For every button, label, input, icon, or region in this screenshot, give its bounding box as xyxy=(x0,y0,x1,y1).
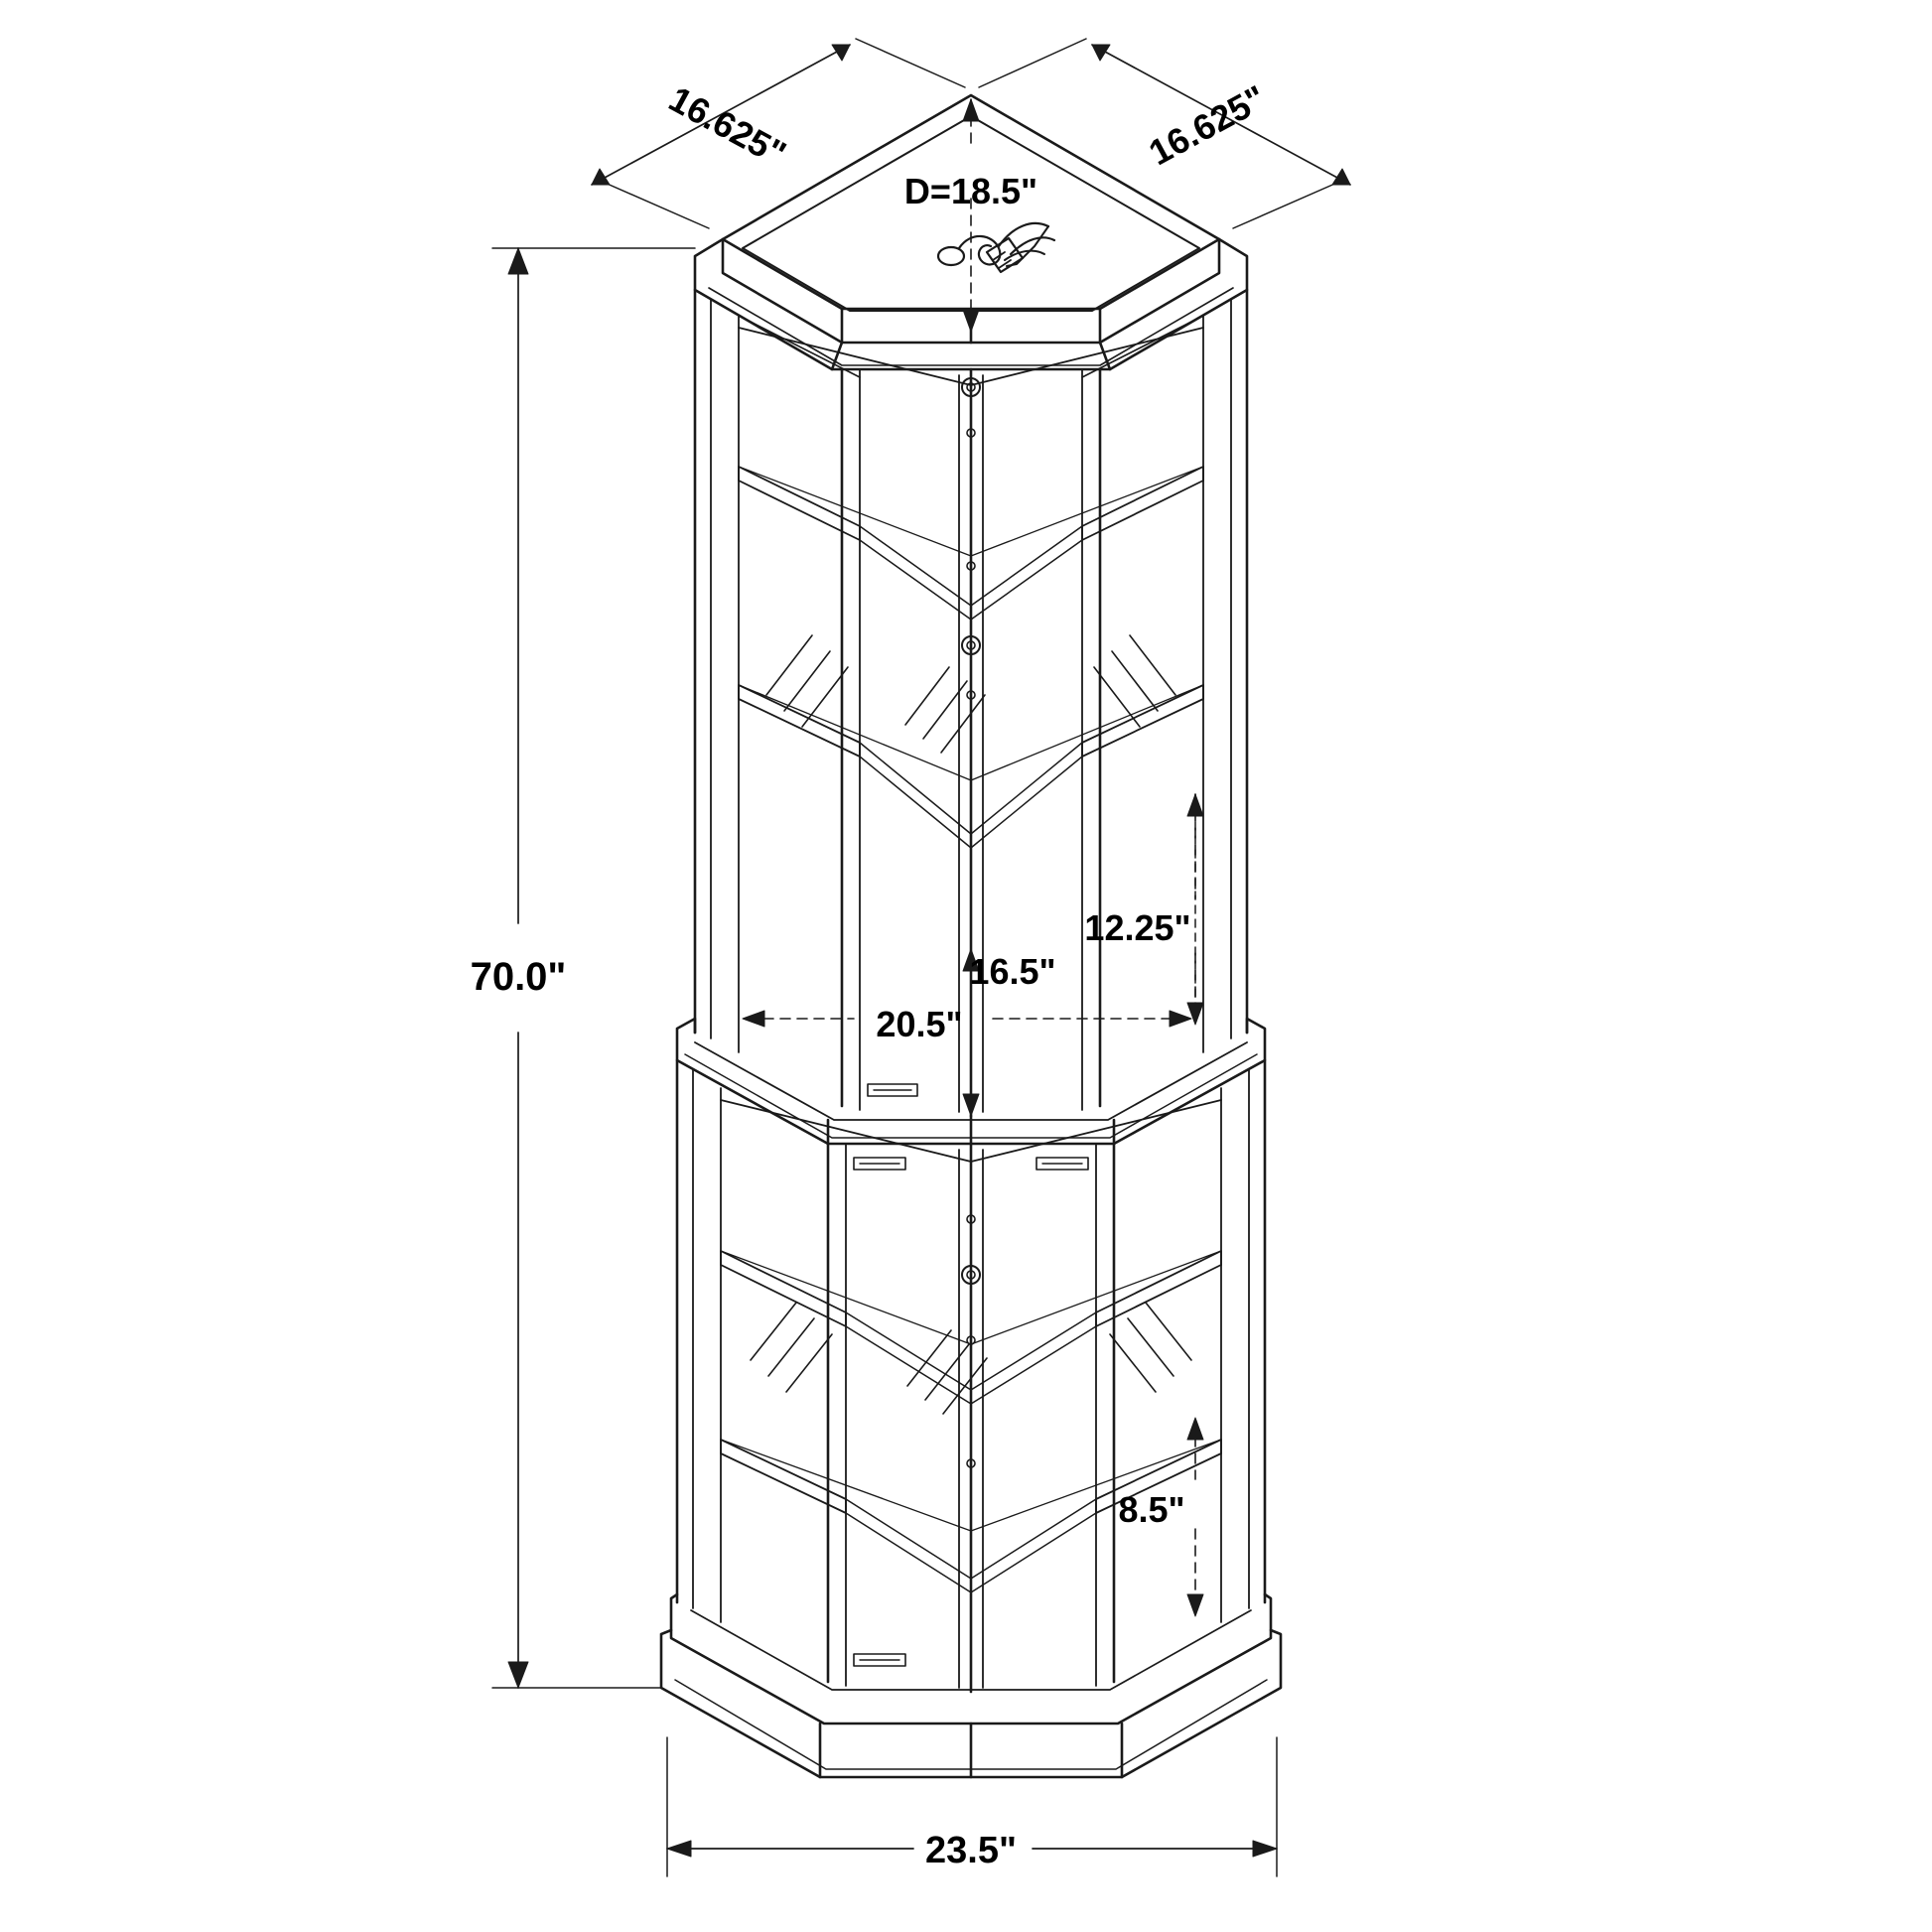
label-top-right-side: 16.625" xyxy=(1142,76,1273,174)
dimension-interior-depth xyxy=(743,1011,1191,1027)
power-cord xyxy=(938,223,1054,272)
label-interior-height-lower: 8.5" xyxy=(1118,1489,1185,1530)
label-overall-height: 70.0" xyxy=(470,955,567,999)
dimension-depth xyxy=(963,99,979,332)
label-interior-height-upper: 12.25" xyxy=(1084,907,1191,948)
label-interior-depth: 20.5" xyxy=(876,1004,963,1044)
lower-cabinet-body xyxy=(677,1060,1265,1692)
label-top-left-side: 16.625" xyxy=(662,77,793,175)
label-overall-width: 23.5" xyxy=(925,1830,1017,1871)
label-depth: D=18.5" xyxy=(903,171,1038,211)
label-interior-width: 16.5" xyxy=(969,951,1056,992)
